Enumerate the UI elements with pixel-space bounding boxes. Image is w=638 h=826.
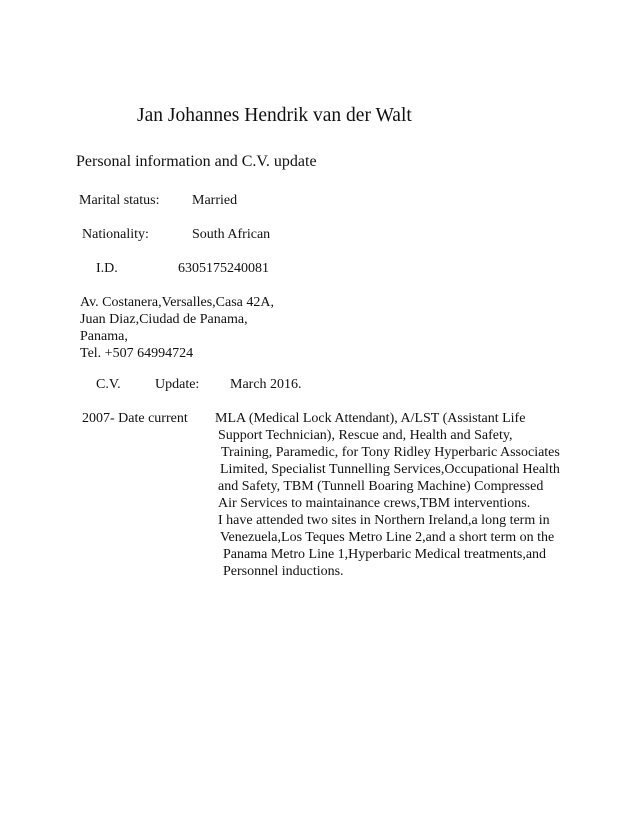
- experience-line: Panama Metro Line 1,Hyperbaric Medical treatments,and: [223, 547, 547, 562]
- experience-line: I have attended two sites in Northern Ireland,a long term in: [218, 513, 550, 528]
- address-line: Av. Costanera,Versalles,Casa 42A,: [80, 295, 275, 310]
- experience-line: and Safety, TBM (Tunnell Boaring Machine) Compressed: [218, 479, 544, 494]
- cv-label: C.V.: [96, 377, 121, 392]
- experience-line: Support Technician), Rescue and, Health and Safety,: [218, 428, 513, 443]
- experience-line: Air Services to maintainance crews,TBM interventions.: [218, 496, 531, 511]
- cv-update-label: Update:: [155, 377, 200, 392]
- experience-line: Personnel inductions.: [223, 564, 344, 579]
- document-subtitle: Personal information and C.V. update: [76, 153, 317, 170]
- experience-line: MLA (Medical Lock Attendant), A/LST (Assistant Life: [215, 411, 526, 426]
- cv-update-date: March 2016.: [230, 377, 302, 392]
- address-line: Juan Diaz,Ciudad de Panama,: [80, 312, 248, 327]
- nationality-value: South African: [192, 227, 271, 242]
- experience-line: Venezuela,Los Teques Metro Line 2,and a short term on the: [220, 530, 555, 545]
- person-name: Jan Johannes Hendrik van der Walt: [137, 105, 412, 126]
- marital-status-label: Marital status:: [79, 193, 160, 208]
- experience-line: Limited, Specialist Tunnelling Services,Occupational Health: [220, 462, 560, 477]
- experience-period: 2007- Date current: [82, 411, 188, 426]
- telephone-line: Tel. +507 64994724: [80, 346, 194, 361]
- experience-line: Training, Paramedic, for Tony Ridley Hyperbaric Associates: [221, 445, 560, 460]
- address-line: Panama,: [80, 329, 128, 344]
- marital-status-value: Married: [192, 193, 238, 208]
- nationality-label: Nationality:: [82, 227, 149, 242]
- id-value: 6305175240081: [178, 261, 269, 276]
- id-label: I.D.: [96, 261, 118, 276]
